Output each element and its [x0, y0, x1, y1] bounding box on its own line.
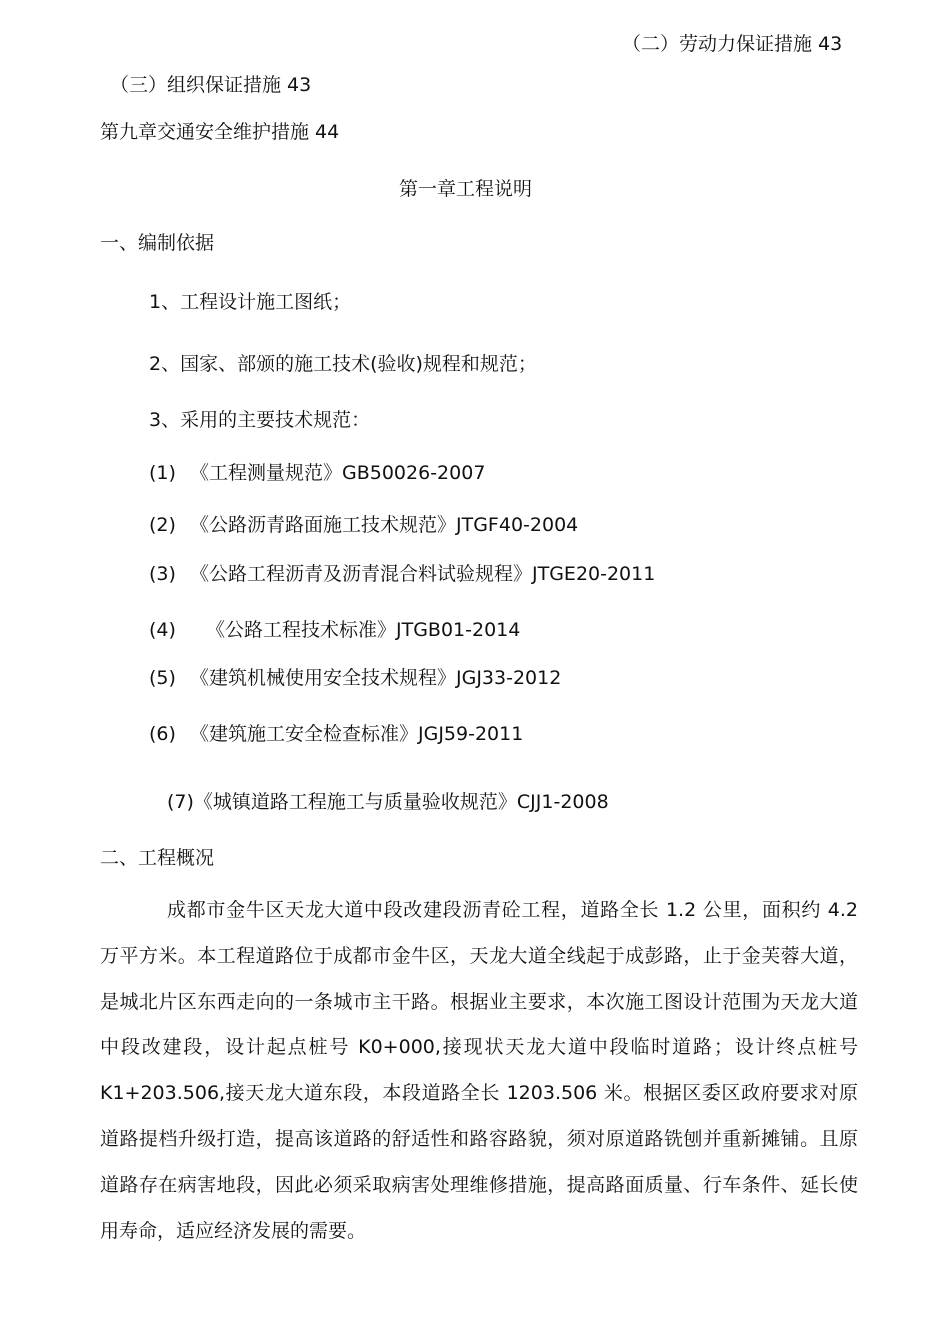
chapter-title: 第一章工程说明	[399, 178, 533, 200]
toc-entry-organization: （三）组织保证措施 43	[110, 74, 312, 96]
section-heading-overview: 二、工程概况	[100, 847, 215, 869]
section-heading-basis: 一、编制依据	[100, 232, 215, 254]
standard-5-number: (5)	[149, 667, 176, 689]
standard-4-text: 《公路工程技术标准》JTGB01-2014	[206, 619, 521, 641]
standard-6-number: (6)	[149, 723, 176, 745]
basis-item-2: 2、国家、部颁的施工技术(验收)规程和规范；	[149, 353, 537, 375]
overview-paragraph: 成都市金牛区天龙大道中段改建段沥青砼工程，道路全长 1.2 公里，面积约 4.2 万平方米。本工程道路位于成都市金牛区，天龙大道全线起于成彭路，止于金芙蓉大道，是城北片区东西走向的一条城市主干路。根据业主要求，本次施工图设计范围为天龙大道中段改建段，设计起点桩号 K0+000,接现状天龙大道中段临时道路；设计终点桩号 K1+203.506,接天龙大道东段，本段道路全长 1203.506 米。根据区委区政府要求对原道路提档升级打造，提高该道路的舒适性和路容路貌，须对原道路铣刨并重新摊铺。且原道路存在病害地段，因此必须采取病害处理维修措施，提高路面质量、行车条件、延长使用寿命，适应经济发展的需要。	[100, 899, 858, 1242]
toc-entry-labor: （二）劳动力保证措施 43	[622, 33, 843, 55]
standard-3-number: (3)	[149, 563, 176, 585]
toc-entry-chapter9: 第九章交通安全维护措施 44	[100, 121, 340, 143]
basis-item-1: 1、工程设计施工图纸；	[149, 291, 352, 313]
standard-1-number: (1)	[149, 462, 176, 484]
standard-5-text: 《建筑机械使用安全技术规程》JGJ33-2012	[190, 667, 562, 689]
standard-4-number: (4)	[149, 619, 176, 641]
standard-3-text: 《公路工程沥青及沥青混合料试验规程》JTGE20-2011	[190, 563, 656, 585]
standard-2-text: 《公路沥青路面施工技术规范》JTGF40-2004	[190, 514, 579, 536]
standard-6-text: 《建筑施工安全检查标准》JGJ59-2011	[190, 723, 524, 745]
standard-1-text: 《工程测量规范》GB50026-2007	[190, 462, 486, 484]
standard-2-number: (2)	[149, 514, 176, 536]
standard-7: (7)《城镇道路工程施工与质量验收规范》CJJ1-2008	[167, 791, 609, 813]
basis-item-3: 3、采用的主要技术规范：	[149, 409, 371, 431]
